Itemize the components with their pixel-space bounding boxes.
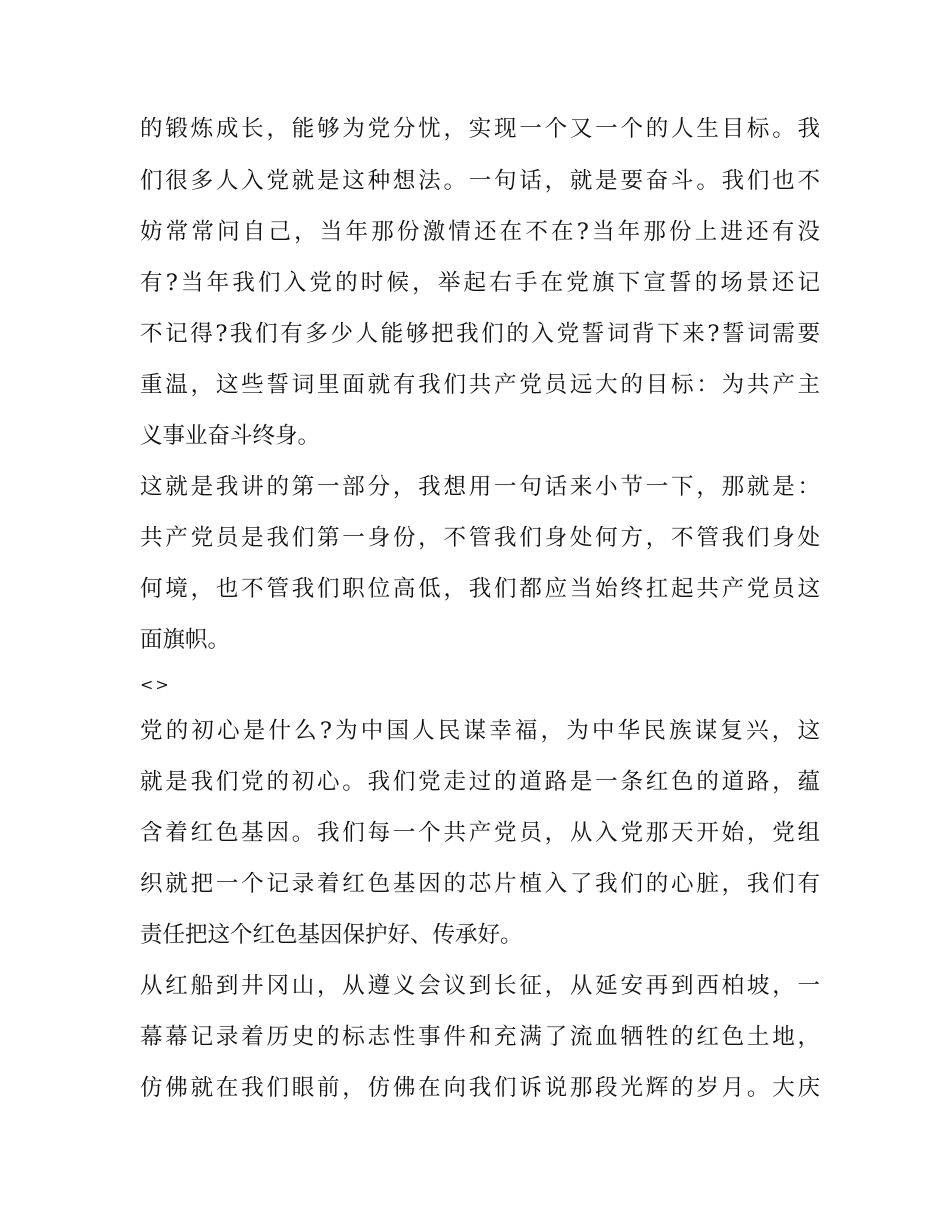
text-line: 织就把一个记录着红色基因的芯片植入了我们的心脏，我们有 xyxy=(140,871,820,897)
text-line: 仿佛就在我们眼前，仿佛在向我们诉说那段光辉的岁月。大庆 xyxy=(140,1075,820,1101)
text-line: 有?当年我们入党的时候，举起右手在党旗下宣誓的场景还记 xyxy=(140,270,820,296)
text-line: 妨常常问自己，当年那份激情还在不在?当年那份上进还有没 xyxy=(140,219,820,245)
text-line: 共产党员是我们第一身份，不管我们身处何方，不管我们身处 xyxy=(140,525,820,551)
text-line: 责任把这个红色基因保护好、传承好。 xyxy=(140,922,523,948)
text-line: 含着红色基因。我们每一个共产党员，从入党那天开始，党组 xyxy=(140,820,820,846)
text-line: 们很多人入党就是这种想法。一句话，就是要奋斗。我们也不 xyxy=(140,168,820,194)
text-line: 这就是我讲的第一部分，我想用一句话来小节一下，那就是： xyxy=(140,474,820,500)
text-line: 何境，也不管我们职位高低，我们都应当始终扛起共产党员这 xyxy=(140,576,820,602)
text-line: 面旗帜。 xyxy=(140,627,231,653)
text-line: 不记得?我们有多少人能够把我们的入党誓词背下来?誓词需要 xyxy=(140,321,820,347)
text-line: 义事业奋斗终身。 xyxy=(140,423,321,449)
section-marker: <> xyxy=(140,675,171,694)
text-line: 党的初心是什么?为中国人民谋幸福，为中华民族谋复兴，这 xyxy=(140,718,820,744)
text-line: 的锻炼成长，能够为党分忧，实现一个又一个的人生目标。我 xyxy=(140,116,820,142)
text-line: 就是我们党的初心。我们党走过的道路是一条红色的道路，蕴 xyxy=(140,769,820,795)
text-line: 重温，这些誓词里面就有我们共产党员远大的目标：为共产主 xyxy=(140,372,820,398)
text-line: 幕幕记录着历史的标志性事件和充满了流血牺牲的红色土地， xyxy=(140,1024,820,1050)
text-line: 从红船到井冈山，从遵义会议到长征，从延安再到西柏坡，一 xyxy=(140,973,820,999)
